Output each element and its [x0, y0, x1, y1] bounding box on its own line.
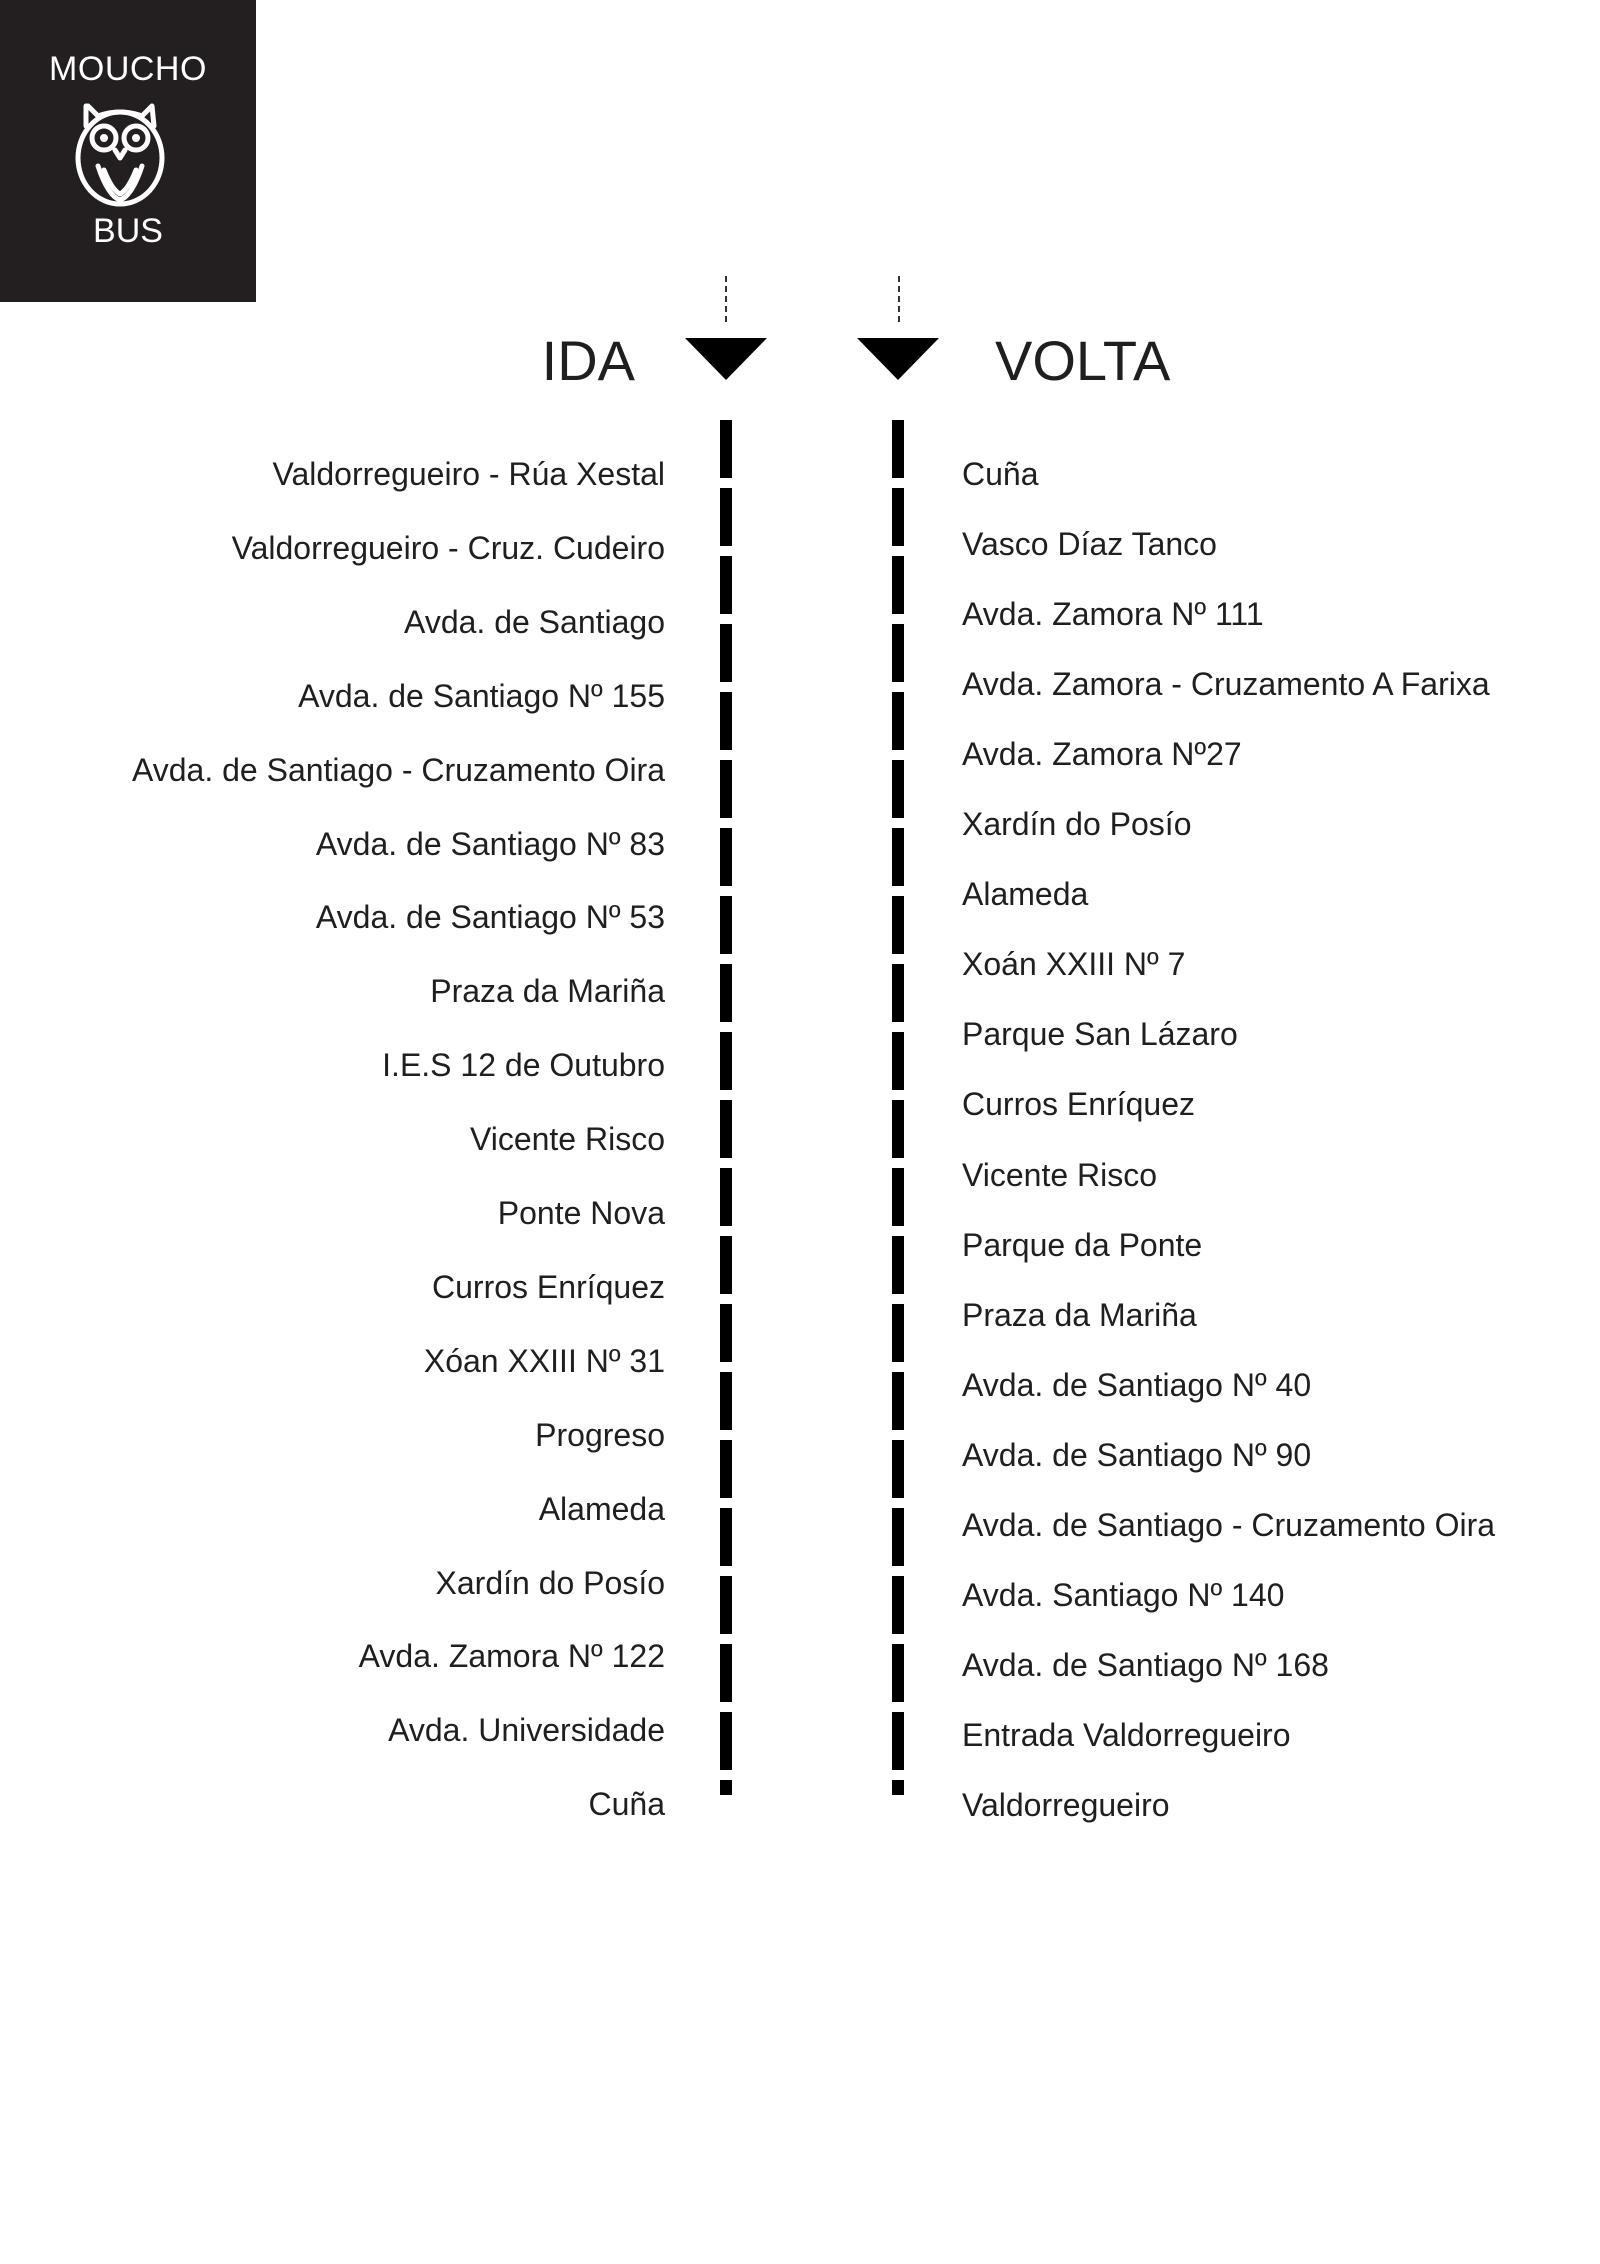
ida-stop: Valdorregueiro - Cruz. Cudeiro [231, 529, 665, 566]
volta-stop: Xoán XXIII Nº 7 [962, 946, 1186, 983]
volta-stop: Xardín do Posío [962, 806, 1192, 843]
volta-stop: Valdorregueiro [962, 1786, 1170, 1823]
ida-stop: Avda. Universidade [388, 1712, 665, 1749]
volta-arrow-line [898, 276, 900, 322]
ida-stop: Alameda [538, 1490, 665, 1527]
ida-stop: Curros Enríquez [432, 1268, 665, 1305]
ida-stop: Valdorregueiro - Rúa Xestal [272, 456, 665, 492]
logo-text-top: MOUCHO [49, 50, 207, 88]
ida-stop: Cuña [588, 1786, 665, 1823]
ida-stop: Avda. de Santiago Nº 53 [315, 899, 665, 936]
volta-down-arrow-icon [857, 338, 939, 380]
volta-stop: Parque da Ponte [962, 1226, 1203, 1263]
owl-icon [68, 96, 172, 208]
ida-stop: Ponte Nova [497, 1195, 665, 1231]
volta-heading: VOLTA [995, 329, 1171, 392]
volta-stop: Avda. de Santiago Nº 90 [962, 1436, 1312, 1473]
ida-stop: Vicente Risco [469, 1121, 665, 1158]
ida-stop: Avda. de Santiago - Cruzamento Oira [131, 751, 665, 788]
volta-stop: Vasco Díaz Tanco [962, 526, 1217, 563]
volta-route-track [892, 420, 904, 1795]
volta-stop: Curros Enríquez [962, 1086, 1195, 1123]
volta-stop: Entrada Valdorregueiro [962, 1716, 1291, 1753]
volta-stop: Cuña [962, 456, 1039, 492]
ida-stop: Xardín do Posío [435, 1564, 665, 1601]
ida-route-track [720, 420, 732, 1795]
logo-text-bottom: BUS [93, 212, 163, 250]
ida-stop: Avda. de Santiago [404, 603, 665, 640]
ida-stop: Praza da Mariña [430, 973, 665, 1010]
volta-stop: Vicente Risco [962, 1156, 1158, 1193]
volta-stop: Parque San Lázaro [962, 1016, 1238, 1053]
volta-stop: Avda. Zamora - Cruzamento A Farixa [962, 666, 1490, 703]
volta-stop: Avda. de Santiago Nº 168 [962, 1646, 1329, 1683]
ida-stop: Avda. Zamora Nº 122 [358, 1638, 665, 1675]
volta-stop: Avda. Santiago Nº 140 [962, 1576, 1285, 1613]
volta-stop: Alameda [962, 876, 1089, 913]
volta-stop: Praza da Mariña [962, 1296, 1197, 1333]
volta-stop: Avda. de Santiago - Cruzamento Oira [962, 1506, 1496, 1543]
ida-stop: Avda. de Santiago Nº 83 [315, 825, 665, 862]
ida-heading: IDA [541, 329, 635, 392]
moucho-bus-logo [0, 0, 256, 302]
ida-stop: Avda. de Santiago Nº 155 [298, 677, 665, 714]
volta-stop: Avda. Zamora Nº27 [962, 736, 1242, 773]
ida-stop: I.E.S 12 de Outubro [382, 1047, 665, 1084]
volta-stop: Avda. de Santiago Nº 40 [962, 1366, 1312, 1403]
ida-stop: Xóan XXIII Nº 31 [423, 1342, 665, 1379]
volta-stop: Avda. Zamora Nº 111 [962, 596, 1264, 633]
ida-stop: Progreso [535, 1416, 665, 1453]
ida-down-arrow-icon [685, 338, 767, 380]
ida-arrow-line [725, 276, 727, 322]
